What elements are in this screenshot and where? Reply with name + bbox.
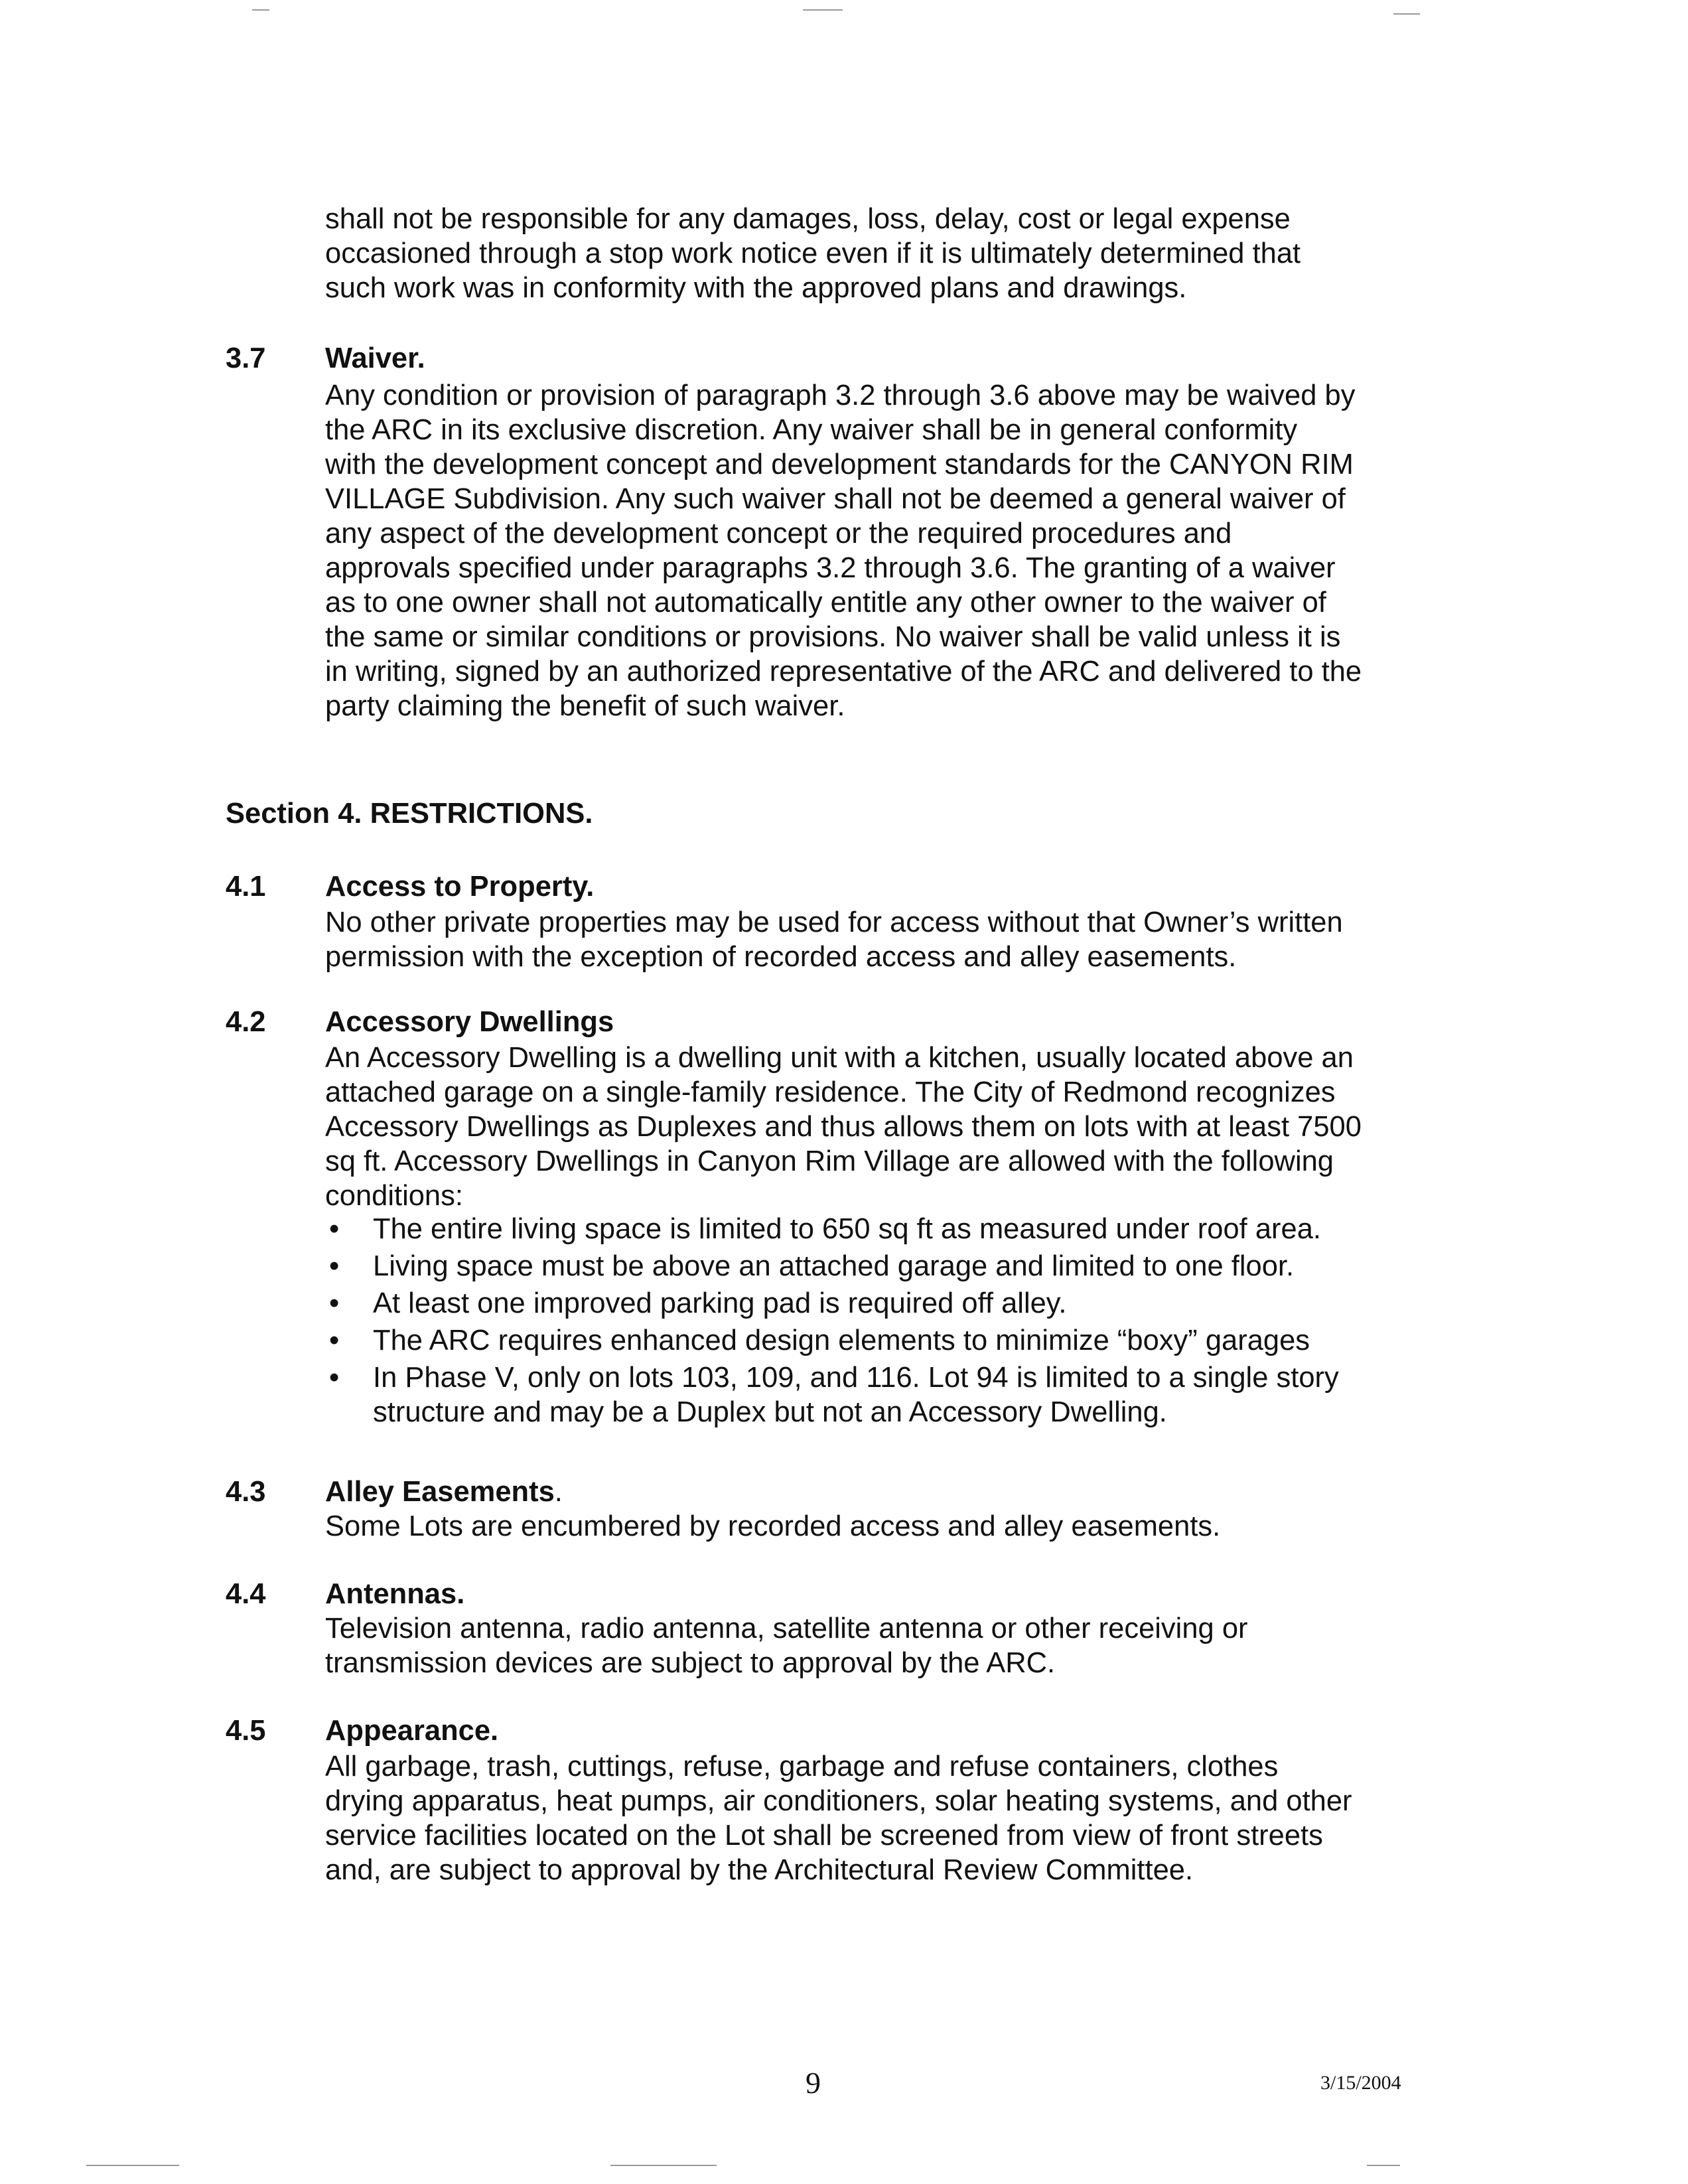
bullet-icon: • <box>329 1325 340 1356</box>
scan-artifact-top <box>1393 13 1420 15</box>
list-item-text: The entire living space is limited to 650 sq ft as measured under roof area. <box>373 1213 1322 1245</box>
list-item-text: In Phase V, only on lots 103, 109, and 116. Lot 94 is limited to a single story structure and may be a Duplex but not an Accessory Dwelling. <box>373 1362 1339 1428</box>
list-item-text: At least one improved parking pad is required off alley. <box>373 1287 1067 1319</box>
section-number: 3.7 <box>226 342 266 374</box>
section-number: 4.2 <box>226 1006 266 1038</box>
section-title: Section 4. RESTRICTIONS. <box>226 798 593 830</box>
bullet-icon: • <box>329 1287 340 1319</box>
page-number: 9 <box>806 2066 821 2100</box>
bullet-icon: • <box>329 1250 340 1282</box>
scan-artifact-top <box>803 9 843 11</box>
section-number: 4.5 <box>226 1715 266 1747</box>
section-heading-suffix: . <box>554 1476 563 1508</box>
scan-artifact-bottom <box>86 2165 179 2166</box>
section-body: An Accessory Dwelling is a dwelling unit with a kitchen, usually located above an attached garage on a single-family residence. The City of Redmond recognizes Accessory Dwellings as Duplexes and thus allows them on lots with at least 7500 sq ft. Accessory Dwellings in Canyon Rim Village are allowed with the following conditions: <box>325 1042 1362 1212</box>
scan-artifact-top <box>252 9 269 11</box>
list-item <box>325 1286 1453 1321</box>
section-heading: Access to Property. <box>325 871 595 903</box>
section-body: Any condition or provision of paragraph 3.2 through 3.6 above may be waived by the ARC in its exclusive discretion. Any waiver shall be in general conformity with the development concept and development standards for the CANYON RIM VILLAGE Subdivision. Any such waiver shall not be deemed a general waiver of any aspect of the development concept or the required procedures and approvals specified under paragraphs 3.2 through 3.6. The granting of a waiver as to one owner shall not automatically entitle any other owner to the waiver of the same or similar conditions or provisions. No waiver shall be valid unless it is in writing, signed by an authorized representative of the ARC and delivered to the party claiming the benefit of such waiver. <box>325 380 1362 722</box>
section-number: 4.1 <box>226 871 266 903</box>
revision-date: 3/15/2004 <box>1320 2072 1401 2094</box>
condition-list <box>325 1212 1453 1432</box>
section-number: 4.4 <box>226 1578 266 1610</box>
section-heading <box>325 1475 563 1509</box>
scan-artifact-bottom <box>610 2165 717 2166</box>
section-body: Some Lots are encumbered by recorded access and alley easements. <box>325 1510 1221 1542</box>
scan-artifact-bottom <box>1367 2165 1400 2166</box>
list-item-text: The ARC requires enhanced design elements to minimize “boxy” garages <box>373 1325 1310 1356</box>
section-body: All garbage, trash, cuttings, refuse, garbage and refuse containers, clothes drying apparatus, heat pumps, air conditioners, solar heating systems, and other service facilities located on the Lot shall be screened from view of front streets and, are subject to approval by the Architectural Review Committee. <box>325 1751 1352 1886</box>
list-item <box>325 1323 1453 1358</box>
section-heading: Appearance. <box>325 1715 499 1747</box>
list-item-text: Living space must be above an attached garage and limited to one floor. <box>373 1250 1295 1282</box>
section-body: No other private properties may be used for access without that Owner’s written permission with the exception of recorded access and alley easements. <box>325 907 1343 973</box>
section-number: 4.3 <box>226 1476 266 1508</box>
section-body: Television antenna, radio antenna, satellite antenna or other receiving or transmission devices are subject to approval by the ARC. <box>325 1613 1248 1679</box>
section-heading: Accessory Dwellings <box>325 1006 614 1038</box>
bullet-icon: • <box>329 1362 340 1394</box>
bullet-icon: • <box>329 1213 340 1245</box>
section-heading-text: Alley Easements <box>325 1476 555 1508</box>
list-item <box>325 1360 1453 1429</box>
list-item <box>325 1249 1453 1283</box>
section-heading: Antennas. <box>325 1578 465 1610</box>
intro-paragraph: shall not be responsible for any damages, loss, delay, cost or legal expense occasioned through a stop work notice even if it is ultimately determined that such work was in conformity with the approved plans and drawings. <box>325 203 1301 304</box>
list-item <box>325 1212 1453 1246</box>
section-heading: Waiver. <box>325 342 425 374</box>
